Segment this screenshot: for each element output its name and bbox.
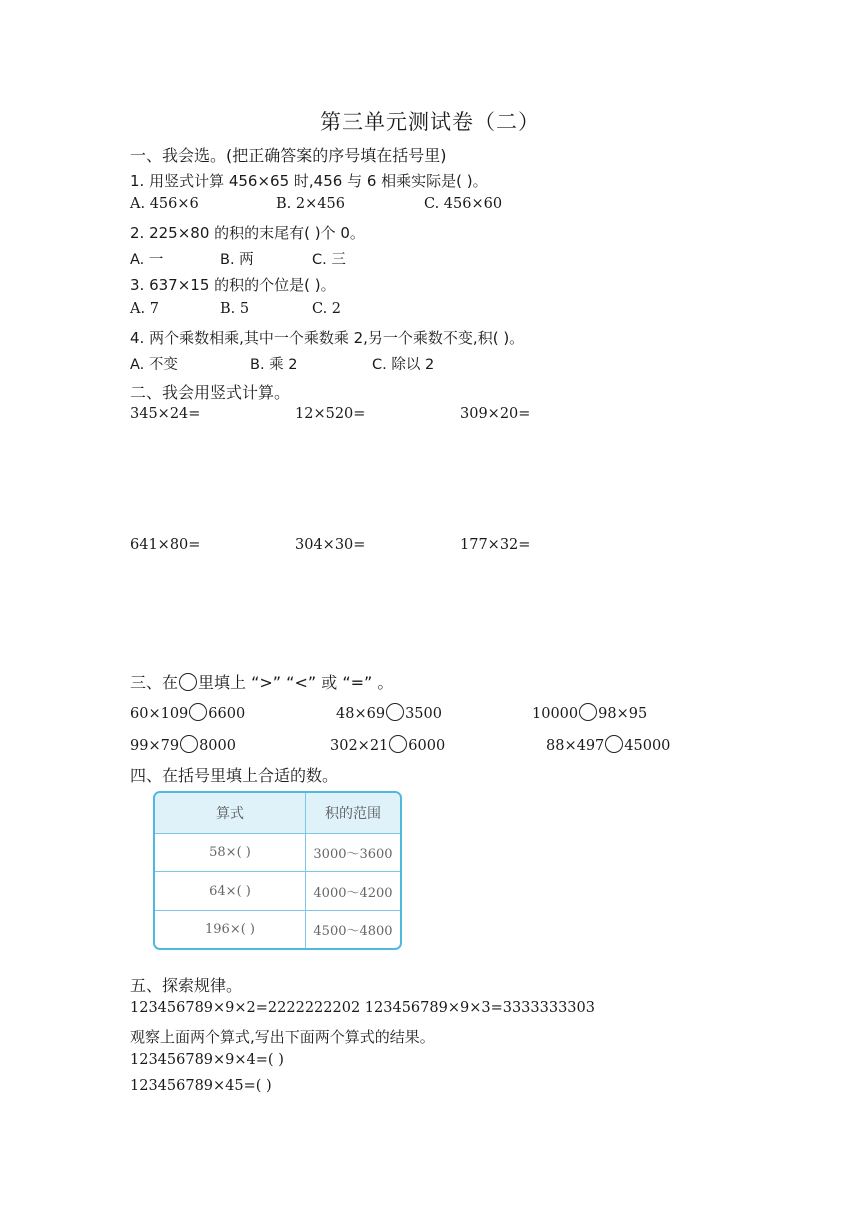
compare-circle[interactable] <box>189 703 207 721</box>
compare-left: 88×497 <box>546 738 605 754</box>
question-3: 3. 637×15 的积的个位是( )。 <box>130 276 336 294</box>
table-row <box>155 872 400 910</box>
compare-item <box>330 735 445 754</box>
q4-option-c: C. 除以 2 <box>372 357 435 373</box>
compare-right: 3500 <box>405 706 442 722</box>
compare-circle[interactable] <box>579 703 597 721</box>
compare-left: 60×109 <box>130 706 189 722</box>
table-cell-formula[interactable]: 196×( ) <box>155 910 306 948</box>
table-cell-range: 4000～4200 <box>306 872 401 910</box>
calc-item: 309×20= <box>460 406 531 422</box>
compare-left: 10000 <box>532 706 579 722</box>
q1-option-a: A. 456×6 <box>130 196 199 212</box>
section1-heading: 一、我会选。(把正确答案的序号填在括号里) <box>130 146 447 165</box>
calc-item: 304×30= <box>295 537 366 553</box>
table-cell-range: 3000～3600 <box>306 834 401 872</box>
question-4: 4. 两个乘数相乘,其中一个乘数乘 2,另一个乘数不变,积( )。 <box>130 329 525 347</box>
q3-option-a: A. 7 <box>130 301 159 317</box>
page-title: 第三单元测试卷（二） <box>320 110 540 134</box>
compare-circle[interactable] <box>180 735 198 753</box>
q4-option-b: B. 乘 2 <box>250 357 298 373</box>
compare-circle[interactable] <box>389 735 407 753</box>
q4-option-a: A. 不变 <box>130 357 178 373</box>
compare-item <box>546 735 670 754</box>
compare-left: 48×69 <box>336 706 386 722</box>
calc-item: 641×80= <box>130 537 201 553</box>
table-cell-range: 4500～4800 <box>306 910 401 948</box>
table-cell-formula[interactable]: 58×( ) <box>155 834 306 872</box>
circle-icon <box>179 673 197 691</box>
pattern-examples: 123456789×9×2=2222222202 123456789×9×3=3333333303 <box>130 1000 595 1016</box>
table-row <box>155 834 400 872</box>
compare-left: 99×79 <box>130 738 180 754</box>
section3-heading-part1: 三、在 <box>130 673 179 692</box>
table-cell-formula[interactable]: 64×( ) <box>155 872 306 910</box>
q1-option-b: B. 2×456 <box>276 196 345 212</box>
table-row <box>155 910 400 948</box>
section2-heading: 二、我会用竖式计算。 <box>130 383 291 402</box>
compare-circle[interactable] <box>605 735 623 753</box>
q3-option-b: B. 5 <box>220 301 250 317</box>
question-2: 2. 225×80 的积的末尾有( )个 0。 <box>130 224 365 242</box>
section3-heading <box>130 670 393 693</box>
section5-heading: 五、探索规律。 <box>130 976 243 995</box>
compare-item <box>532 703 647 722</box>
table-header-range: 积的范围 <box>306 793 401 834</box>
range-table <box>153 791 402 950</box>
section4-heading: 四、在括号里填上合适的数。 <box>130 766 339 785</box>
compare-item <box>130 703 245 722</box>
calc-item: 345×24= <box>130 406 201 422</box>
q1-option-c: C. 456×60 <box>424 196 503 212</box>
compare-right: 45000 <box>624 738 671 754</box>
compare-right: 98×95 <box>598 706 648 722</box>
compare-circle[interactable] <box>386 703 404 721</box>
pattern-question-1: 123456789×9×4=( ) <box>130 1052 284 1068</box>
compare-right: 6600 <box>208 706 246 722</box>
calc-item: 177×32= <box>460 537 531 553</box>
compare-right: 8000 <box>199 738 236 754</box>
q2-option-a: A. 一 <box>130 252 164 268</box>
compare-left: 302×21 <box>330 738 389 754</box>
question-1: 1. 用竖式计算 456×65 时,456 与 6 相乘实际是( )。 <box>130 172 488 190</box>
compare-item <box>130 735 236 754</box>
table-header-formula: 算式 <box>155 793 306 834</box>
compare-right: 6000 <box>408 738 446 754</box>
pattern-instruction: 观察上面两个算式,写出下面两个算式的结果。 <box>130 1028 435 1046</box>
pattern-question-2: 123456789×45=( ) <box>130 1078 272 1094</box>
section3-heading-part2: 里填上 “>” “<” 或 “=” 。 <box>198 673 394 692</box>
q2-option-c: C. 三 <box>312 252 346 268</box>
q2-option-b: B. 两 <box>220 252 254 268</box>
calc-item: 12×520= <box>295 406 366 422</box>
compare-item <box>336 703 442 722</box>
q3-option-c: C. 2 <box>312 301 342 317</box>
